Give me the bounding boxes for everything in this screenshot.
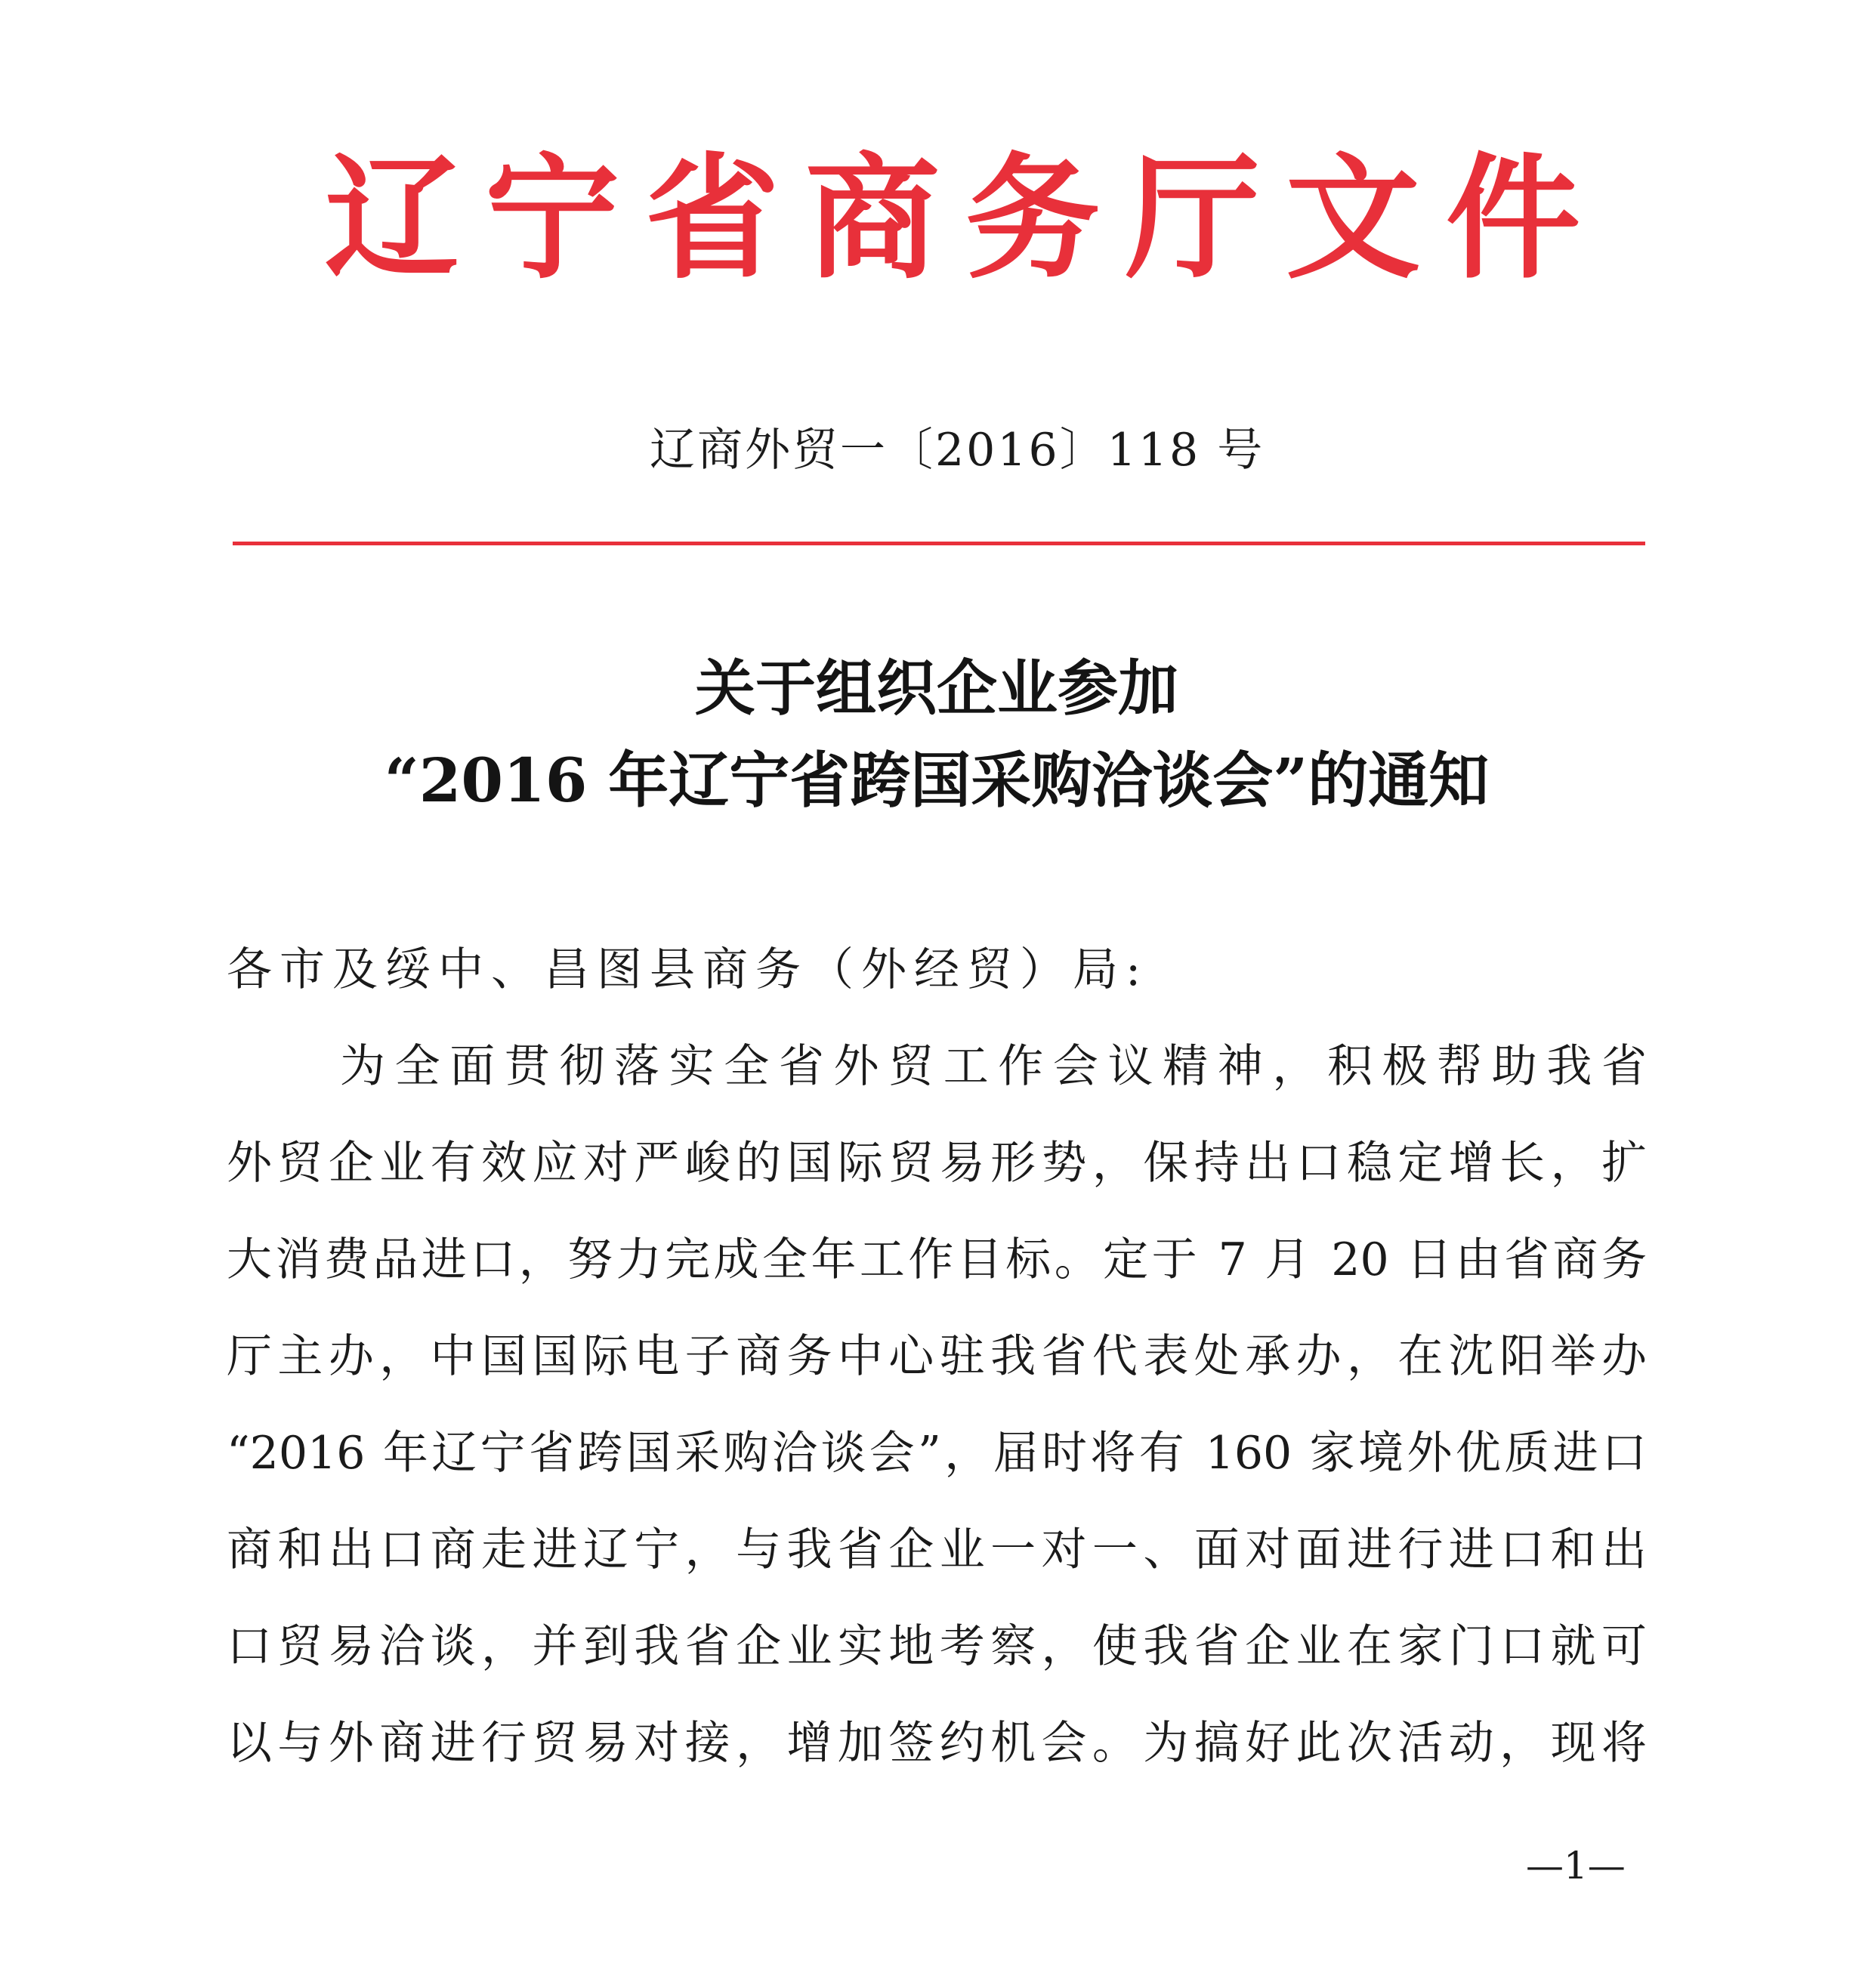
- body-line: 厅主办，中国国际电子商务中心驻我省代表处承办，在沈阳举办: [227, 1330, 1647, 1383]
- body-line: 大消费品进口，努力完成全年工作目标。定于 7 月 20 日由省商务: [227, 1233, 1647, 1286]
- body-line: 口贸易洽谈，并到我省企业实地考察，使我省企业在家门口就可: [227, 1620, 1647, 1673]
- page-number: —1—: [1526, 1844, 1626, 1888]
- body-line: 外贸企业有效应对严峻的国际贸易形势，保持出口稳定增长，扩: [227, 1137, 1647, 1190]
- document-title: [227, 642, 1647, 826]
- body-line: 商和出口商走进辽宁，与我省企业一对一、面对面进行进口和出: [227, 1523, 1647, 1576]
- document-number: 辽商外贸一〔2016〕118 号: [650, 424, 1265, 477]
- body-line: 为全面贯彻落实全省外贸工作会议精神，积极帮助我省: [340, 1040, 1647, 1093]
- red-divider-line: [233, 542, 1645, 545]
- agency-header-title: 辽宁省商务厅文件: [325, 140, 1606, 297]
- salutation: 各市及绥中、昌图县商务（外经贸）局:: [227, 943, 1149, 996]
- document-body: [227, 921, 1647, 1792]
- body-line: 以与外商进行贸易对接，增加签约机会。为搞好此次活动，现将: [227, 1717, 1647, 1770]
- title-line-1: 关于组织企业参加: [695, 653, 1178, 724]
- title-line-2: “2016 年辽宁省跨国采购洽谈会”的通知: [384, 745, 1490, 816]
- body-line: “2016 年辽宁省跨国采购洽谈会”，届时将有 160 家境外优质进口: [227, 1427, 1647, 1480]
